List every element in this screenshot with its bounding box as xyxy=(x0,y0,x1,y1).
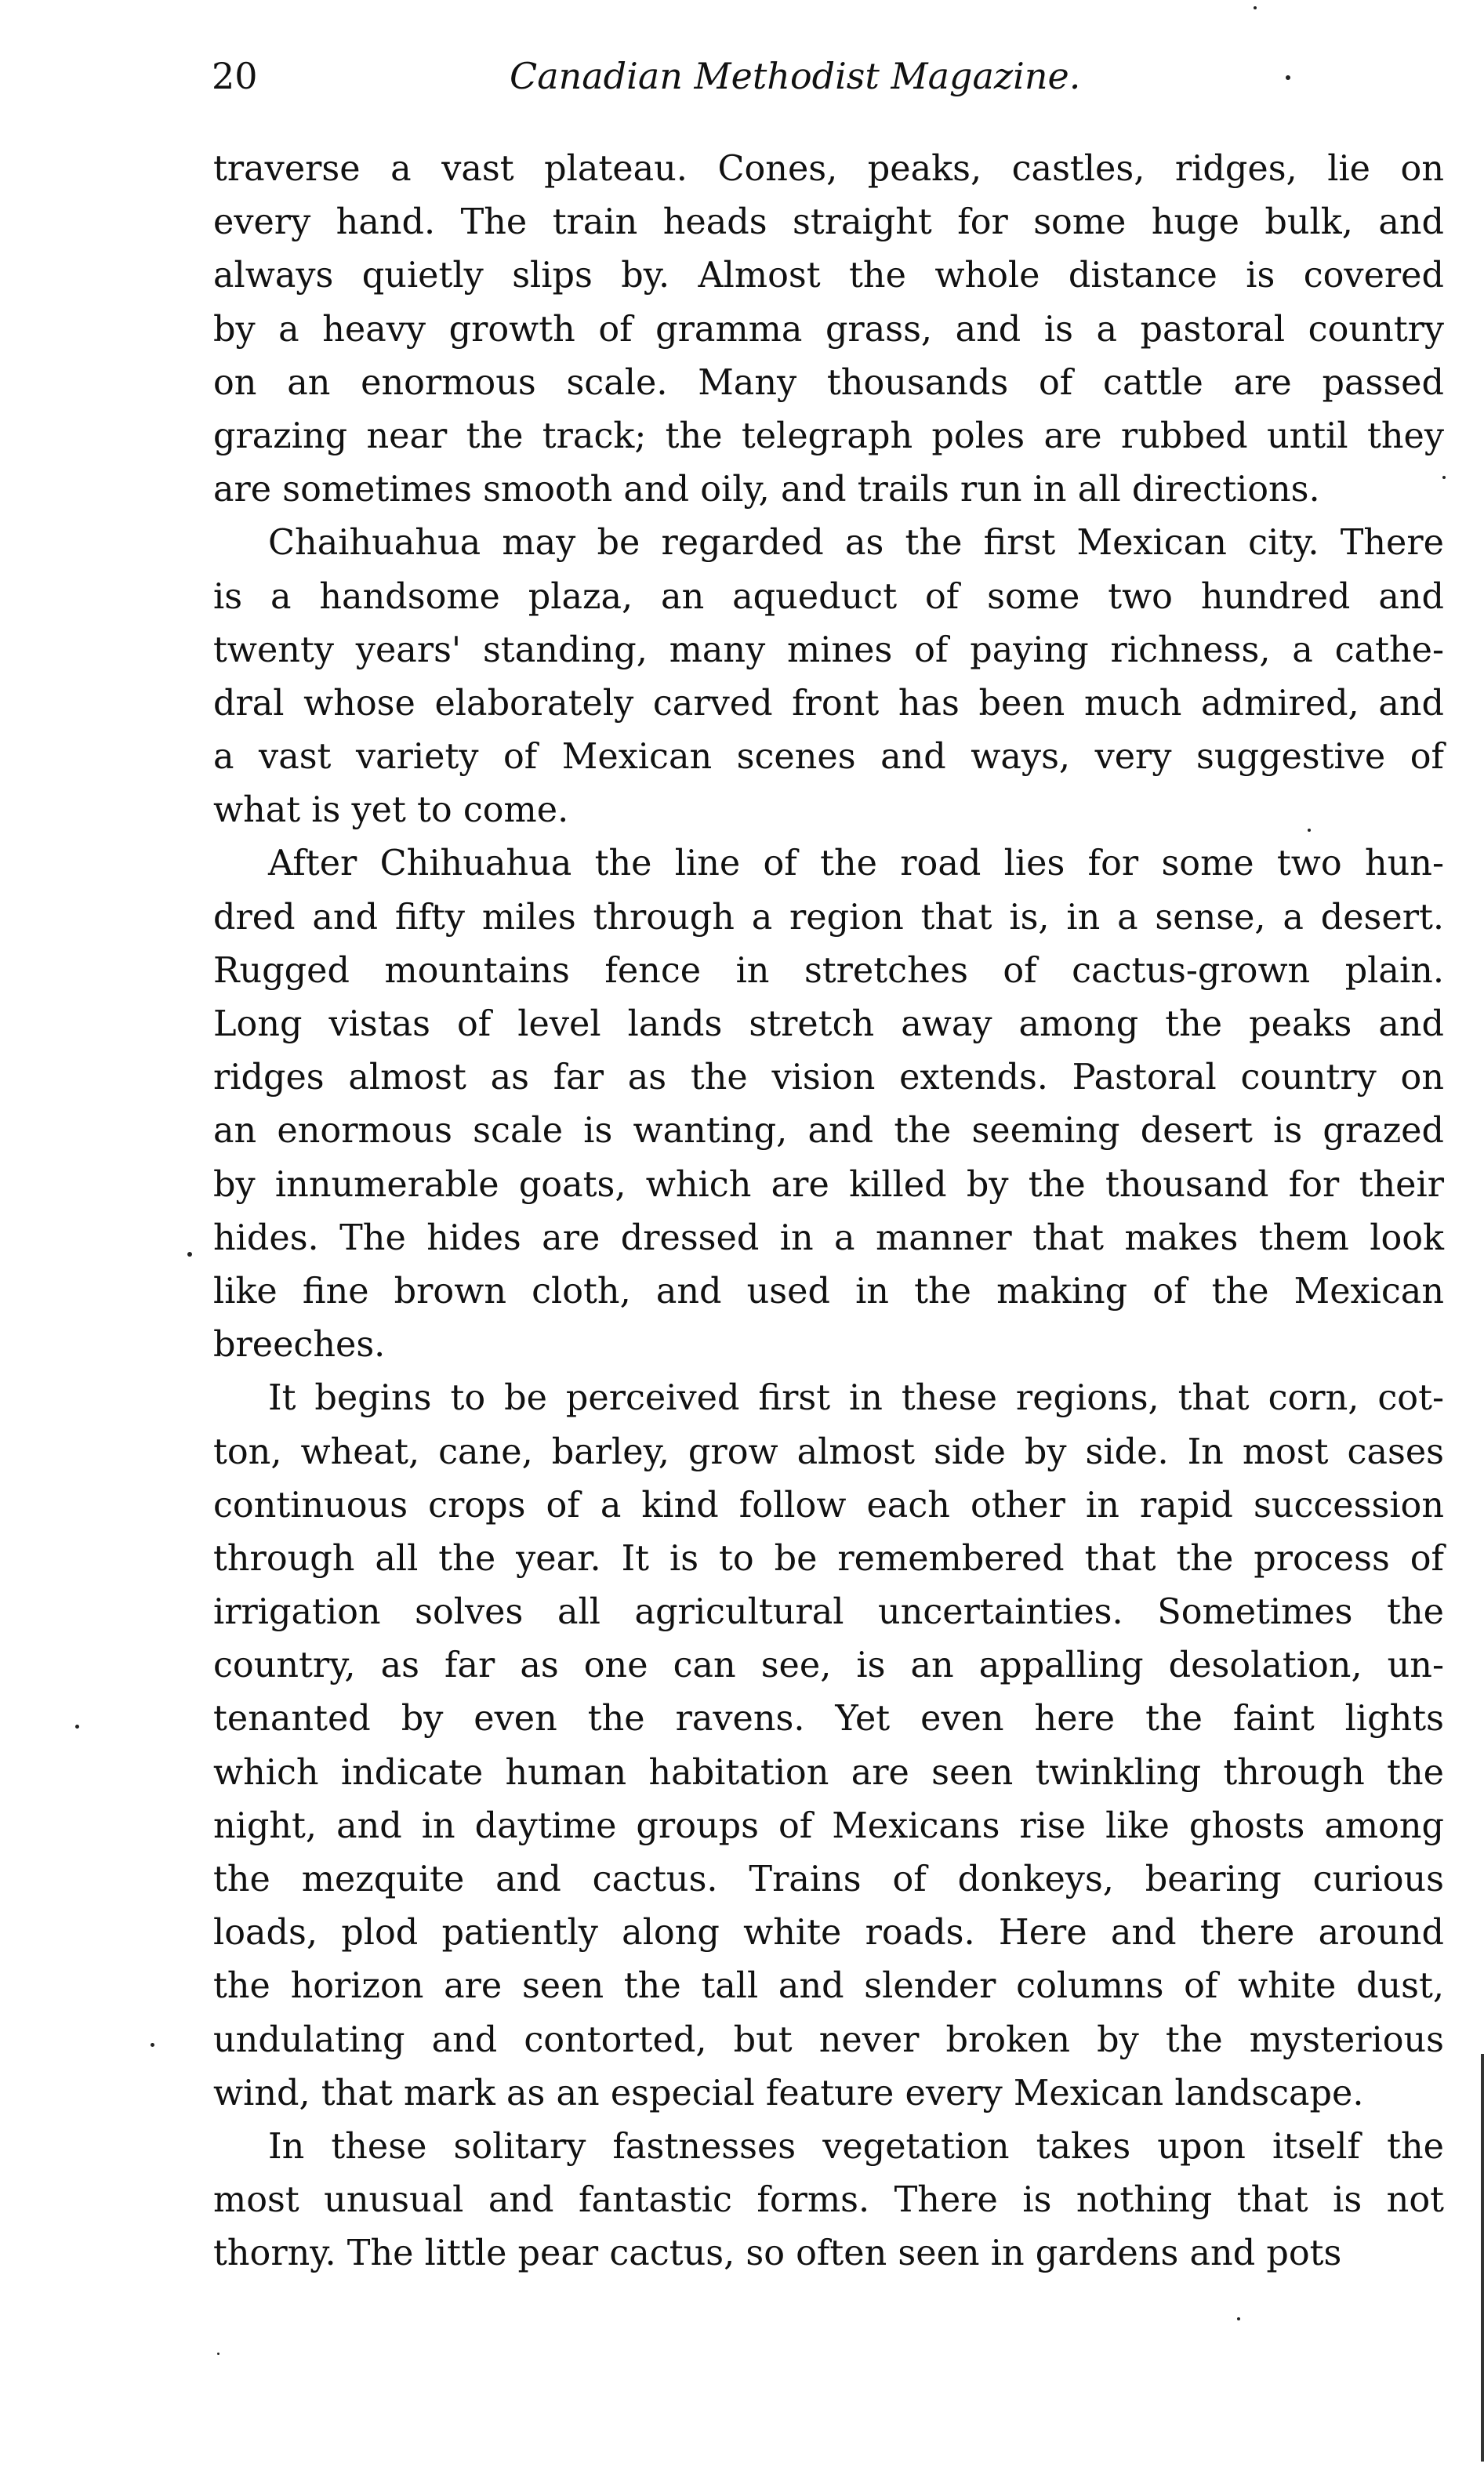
text-line: Long vistas of level lands stretch away among the peaks and xyxy=(213,1004,1444,1044)
text-line: Rugged mountains fence in stretches of cactus-grown plain. xyxy=(213,950,1444,991)
print-speck xyxy=(187,1252,192,1257)
text-line: dred and fifty miles through a region that is, in a sense, a desert. xyxy=(213,897,1444,938)
text-line: It begins to be perceived first in these regions, that corn, cot- xyxy=(268,1378,1444,1419)
text-line: an enormous scale is wanting, and the seeming desert is grazed xyxy=(213,1111,1444,1152)
text-line: by innumerable goats, which are killed by the thousand for their xyxy=(213,1164,1444,1205)
text-line: what is yet to come. xyxy=(213,790,569,831)
text-line: grazing near the track; the telegraph poles are rubbed until they xyxy=(213,415,1444,456)
text-line: like fine brown cloth, and used in the making of the Mexican xyxy=(213,1271,1444,1312)
print-speck xyxy=(1254,6,1257,9)
text-line: continuous crops of a kind follow each other in rapid succession xyxy=(213,1485,1444,1526)
text-line: hides. The hides are dressed in a manner that makes them look xyxy=(213,1217,1444,1258)
text-line: by a heavy growth of gramma grass, and is a pastoral country xyxy=(213,309,1444,350)
print-speck xyxy=(75,1725,79,1729)
print-speck xyxy=(217,2353,220,2355)
text-line: most unusual and fantastic forms. There is nothing that is not xyxy=(213,2180,1444,2221)
text-line: is a handsome plaza, an aqueduct of some two hundred and xyxy=(213,576,1444,617)
text-line: breeches. xyxy=(213,1325,386,1366)
text-line: the horizon are seen the tall and slender columns of white dust, xyxy=(213,1966,1444,2007)
text-line: on an enormous scale. Many thousands of cattle are passed xyxy=(213,362,1444,403)
text-line: night, and in daytime groups of Mexicans rise like ghosts among xyxy=(213,1805,1444,1846)
print-speck xyxy=(1286,75,1290,80)
text-line: In these solitary fastnesses vegetation takes upon itself the xyxy=(268,2126,1444,2167)
paragraph xyxy=(213,2121,1444,2281)
journal-title: Canadian Methodist Magazine. xyxy=(510,55,1081,97)
text-line: every hand. The train heads straight for some huge bulk, and xyxy=(213,202,1444,243)
text-line: ridges almost as far as the vision extends. Pastoral country on xyxy=(213,1058,1444,1098)
text-line: are sometimes smooth and oily, and trails run in all directions. xyxy=(213,470,1320,510)
text-line: thorny. The little pear cactus, so often seen in gardens and pots xyxy=(213,2233,1342,2274)
paragraph xyxy=(213,837,1444,1372)
text-line: which indicate human habitation are seen twinkling through the xyxy=(213,1752,1444,1793)
text-line: dral whose elaborately carved front has been much admired, and xyxy=(213,683,1444,724)
text-line: irrigation solves all agricultural uncertainties. Sometimes the xyxy=(213,1592,1444,1633)
print-speck xyxy=(1308,829,1311,832)
text-line: traverse a vast plateau. Cones, peaks, castles, ridges, lie on xyxy=(213,149,1444,189)
print-speck xyxy=(1442,476,1446,479)
text-line: tenanted by even the ravens. Yet even here the faint lights xyxy=(213,1699,1444,1740)
text-line: Chaihuahua may be regarded as the first Mexican city. There xyxy=(268,523,1444,564)
text-line: twenty years' standing, many mines of paying richness, a cathe- xyxy=(213,629,1444,670)
paragraph xyxy=(213,1372,1444,2121)
print-speck xyxy=(1237,2317,1240,2320)
running-head xyxy=(212,55,1450,110)
paragraph xyxy=(213,517,1444,837)
page-edge-mark xyxy=(1481,2054,1484,2462)
text-line: wind, that mark as an especial feature every Mexican landscape. xyxy=(213,2073,1364,2113)
text-line: a vast variety of Mexican scenes and ways, very suggestive of xyxy=(213,737,1444,778)
text-line: always quietly slips by. Almost the whole distance is covered xyxy=(213,256,1444,296)
text-line: After Chihuahua the line of the road lies for some two hun- xyxy=(268,844,1444,884)
body-text xyxy=(213,143,1444,2281)
page-number: 20 xyxy=(212,55,258,97)
text-line: country, as far as one can see, is an appalling desolation, un- xyxy=(213,1645,1444,1686)
text-line: the mezquite and cactus. Trains of donkeys, bearing curious xyxy=(213,1859,1444,1899)
text-line: loads, plod patiently along white roads. Here and there around xyxy=(213,1913,1444,1954)
text-line: undulating and contorted, but never broken by the mysterious xyxy=(213,2019,1444,2060)
text-line: ton, wheat, cane, barley, grow almost side by side. In most cases xyxy=(213,1431,1444,1472)
print-speck xyxy=(151,2043,154,2047)
text-line: through all the year. It is to be remembered that the process of xyxy=(213,1538,1444,1579)
paragraph xyxy=(213,143,1444,517)
